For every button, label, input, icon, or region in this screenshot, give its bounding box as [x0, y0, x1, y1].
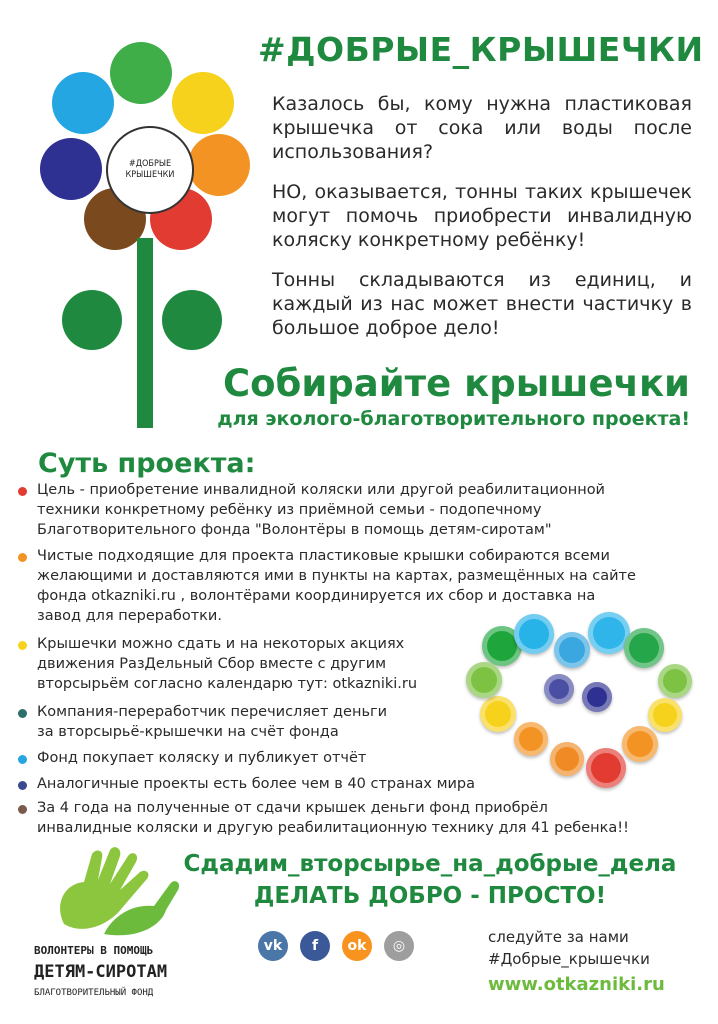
website-link[interactable]: www.otkazniki.ru: [488, 974, 665, 995]
cap: [658, 664, 692, 698]
logo-center-line1: #ДОБРЫЕ: [128, 159, 172, 169]
intro-paragraph-2: НО, оказывается, тонны таких крышечек могут помочь приобрести инвалидную коляску конкретному ребёнку!: [272, 181, 692, 251]
bullet-dot: [18, 709, 27, 718]
logo-center-line2: КРЫШЕЧКИ: [125, 170, 175, 180]
bullet-dot: [18, 641, 27, 650]
vk-icon[interactable]: [258, 931, 288, 961]
intro-paragraph-1: Казалось бы, кому нужна пластиковая крышечка от сока или воды после использования?: [272, 93, 692, 163]
list-item-text: Цель - приобретение инвалидной коляски или другой реабилитационной техники конкретному ребёнку из приёмной семьи - подопечному Благотворительного фонда "Волонтёры в помощь детям-сиротам": [37, 482, 605, 538]
org-name-line1: ВОЛОНТЕРЫ В ПОМОЩЬ: [34, 944, 154, 957]
follow-us-text: следуйте за нами: [488, 928, 629, 946]
collect-title: Собирайте крышечки: [222, 362, 690, 405]
cap: [550, 742, 584, 776]
leaf-left: [62, 290, 122, 350]
org-logo: [30, 840, 210, 1015]
org-name-line3: БЛАГОТВОРИТЕЛЬНЫЙ ФОНД: [34, 988, 154, 998]
footer-hashtag: #Добрые_крышечки: [488, 950, 650, 968]
list-item: [18, 702, 387, 742]
cap: [544, 674, 574, 704]
list-item: [18, 774, 475, 794]
bullet-dot: [18, 487, 27, 496]
bullet-dot: [18, 805, 27, 814]
slogan-line-1: Сдадим_вторсырье_на_добрые_дела: [183, 851, 677, 877]
flower-stem: [137, 238, 153, 428]
cap: [624, 628, 664, 668]
cap: [554, 632, 590, 668]
hashtag-title: #ДОБРЫЕ_КРЫШЕЧКИ: [258, 30, 704, 69]
intro-paragraph-3: Тонны складываются из единиц, и каждый из нас может внести частичку в большое доброе дело!: [272, 269, 692, 339]
list-item: [18, 480, 605, 540]
collect-subtitle: для эколого-благотворительного проекта!: [217, 408, 690, 430]
petal-green: [110, 42, 172, 104]
facebook-glyph: f: [311, 938, 319, 954]
slogan-line-2: ДЕЛАТЬ ДОБРО - ПРОСТО!: [253, 883, 607, 909]
petal-yellow: [172, 72, 234, 134]
cap: [622, 726, 658, 762]
list-item: [18, 634, 417, 694]
facebook-icon[interactable]: [300, 931, 330, 961]
list-item-text: Фонд покупает коляску и публикует отчёт: [37, 750, 367, 766]
list-item: [18, 798, 629, 838]
list-item-text: Компания-переработчик перечисляет деньги за вторсырьё-крышечки на счёт фонда: [37, 704, 388, 740]
org-name-line2: ДЕТЯМ-СИРОТАМ: [34, 962, 168, 982]
logo-center: [106, 126, 194, 214]
cap: [514, 614, 554, 654]
list-item-text: За 4 года на полученные от сдачи крышек деньги фонд приобрёл инвалидные коляски и другую реабилитационную технику для 41 ребенка!!: [37, 800, 629, 836]
odnoklassniki-icon[interactable]: [342, 931, 372, 961]
bottle-caps-heart-image: [462, 608, 702, 798]
bullet-dot: [18, 755, 27, 764]
essence-title: Суть проекта:: [38, 448, 256, 479]
leaf-right: [162, 290, 222, 350]
cap: [586, 748, 626, 788]
cap: [480, 696, 516, 732]
hands-icon: [44, 844, 184, 944]
bullet-dot: [18, 553, 27, 562]
instagram-icon[interactable]: [384, 931, 414, 961]
petal-orange: [188, 134, 250, 196]
petal-navy: [40, 138, 102, 200]
cap: [514, 722, 548, 756]
cap: [648, 698, 682, 732]
list-item: [18, 748, 366, 768]
list-item-text: Крышечки можно сдать и на некоторых акциях движения РазДельный Сбор вместе с другим вторсырьём согласно календарю тут: otkazniki.ru: [37, 636, 418, 692]
instagram-glyph: ◎: [392, 938, 406, 954]
list-item-text: Аналогичные проекты есть более чем в 40 странах мира: [37, 776, 476, 792]
vk-glyph: vk: [263, 938, 283, 954]
bullet-dot: [18, 781, 27, 790]
petal-blue: [52, 72, 114, 134]
ok-glyph: ok: [347, 938, 367, 954]
list-item-text: Чистые подходящие для проекта пластиковые крышки собираются всеми желающими и доставляются ими в пункты на картах, размещённых на сайте фонда otkazniki.ru , волонтёрами координируется их сбор и доставка на завод для переработки.: [37, 548, 636, 624]
cap: [466, 662, 502, 698]
cap: [582, 682, 612, 712]
